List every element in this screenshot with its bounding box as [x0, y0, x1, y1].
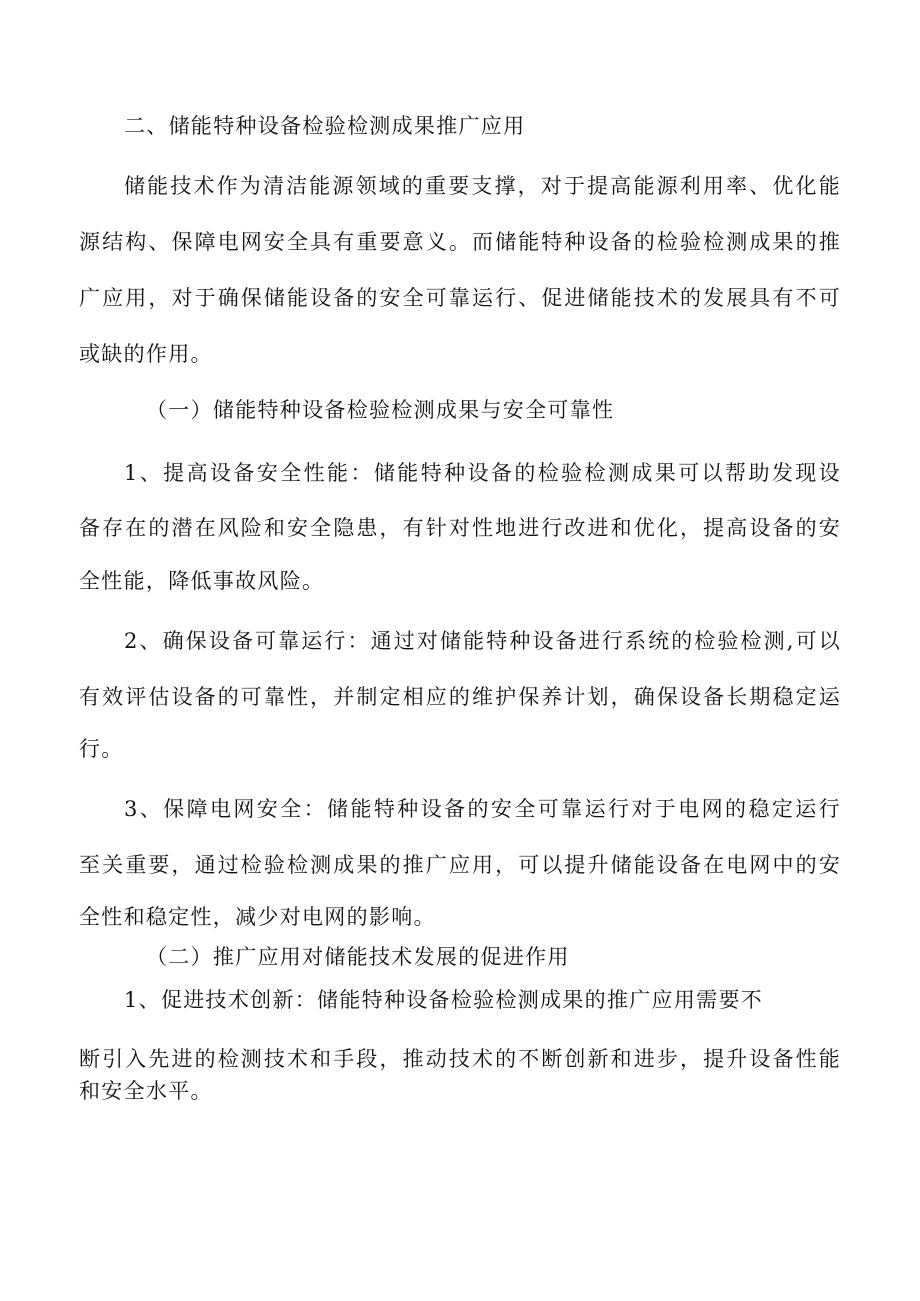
item4-line-1: 1、促进技术创新：储能特种设备检验检测成果的推广应用需要不: [124, 988, 764, 1012]
intro-line-4: 或缺的作用。: [79, 342, 213, 366]
item4-line-3: 和安全水平。: [79, 1079, 213, 1103]
item3-line-3: 全性和稳定性，减少对电网的影响。: [79, 905, 436, 929]
subsection-title-1: （一）储能特种设备检验检测成果与安全可靠性: [146, 398, 615, 422]
item1-line-1: 1、提高设备安全性能：储能特种设备的检验检测成果可以帮助发现设: [124, 461, 841, 485]
intro-line-1: 储能技术作为清洁能源领域的重要支撑，对于提高能源利用率、优化能: [124, 174, 841, 198]
item1-line-3: 全性能，降低事故风险。: [79, 569, 325, 593]
item3-line-1: 3、保障电网安全：储能特种设备的安全可靠运行对于电网的稳定运行: [124, 797, 841, 821]
subsection-title-2: （二）推广应用对储能技术发展的促进作用: [146, 945, 570, 969]
section-title: 二、储能特种设备检验检测成果推广应用: [124, 114, 526, 138]
item2-line-3: 行。: [79, 737, 124, 761]
intro-line-2: 源结构、保障电网安全具有重要意义。而储能特种设备的检验检测成果的推: [79, 230, 841, 254]
intro-line-3: 广应用，对于确保储能设备的安全可靠运行、促进储能技术的发展具有不可: [79, 286, 841, 310]
item2-line-1: 2、确保设备可靠运行：通过对储能特种设备进行系统的检验检测,可以: [124, 629, 841, 653]
item2-line-2: 有效评估设备的可靠性，并制定相应的维护保养计划，确保设备长期稳定运: [79, 685, 841, 709]
item1-line-2: 备存在的潜在风险和安全隐患，有针对性地进行改进和优化，提高设备的安: [79, 516, 841, 540]
item4-line-2: 断引入先进的检测技术和手段，推动技术的不断创新和进步，提升设备性能: [79, 1047, 841, 1071]
item3-line-2: 至关重要，通过检验检测成果的推广应用，可以提升储能设备在电网中的安: [79, 853, 841, 877]
